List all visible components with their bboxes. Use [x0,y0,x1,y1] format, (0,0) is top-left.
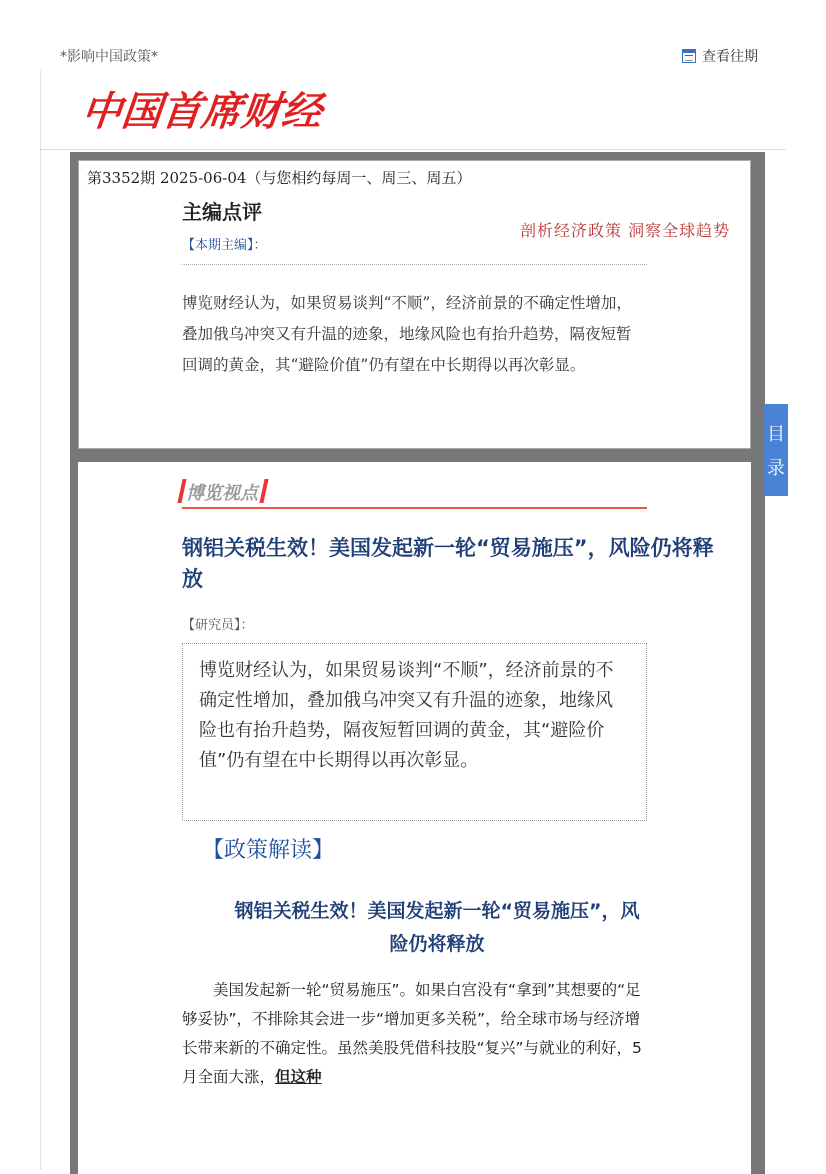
editor-section-title: 主编点评 [182,200,262,224]
brand-logo: 中国首席财经 [79,89,325,135]
view-archive-label: 查看往期 [702,49,758,65]
viewpoint-quote: 博览财经认为，如果贸易谈判“不顺”，经济前景的不确定性增加，叠加俄乌冲突又有升温的迹象，地缘风险也有抬升趋势，隔夜短暂回调的黄金，其“避险价值”仍有望在中长期得以再次彰显。 [182,643,647,821]
header-tagline: *影响中国政策* [60,49,158,65]
editor-divider [182,264,647,265]
editor-label-colon: ： [253,238,267,253]
viewpoint-rule [182,507,647,509]
policy-body-text: 美国发起新一轮“贸易施压”。如果白宫没有“拿到”其想要的“足够妥协”，不排除其会进一步“增加更多关税”，给全球市场与经济增长带来新的不确定性。虽然美股凭借科技股“复兴”与就业的利好，5月全面大涨， [182,981,642,1086]
policy-article-title: 钢铝关税生效！美国发起新一轮“贸易施压”，风险仍将释放 [234,900,640,955]
editor-comment: 博览财经认为，如果贸易谈判“不顺”，经济前景的不确定性增加，叠加俄乌冲突又有升温的迹象，地缘风险也有抬升趋势，隔夜短暂回调的黄金，其“避险价值”仍有望在中长期得以再次彰显。 [182,294,632,374]
viewpoint-tag-text: 博览视点 [186,483,258,504]
article-title[interactable]: 钢铝关税生效！美国发起新一轮“贸易施压”，风险仍将释放 [182,536,714,591]
policy-heading: 【政策解读】 [202,838,335,863]
toc-char-1: 目 [767,424,785,445]
toc-char-2: 录 [767,458,785,479]
left-margin-guide [40,70,41,1169]
researcher-label: 【研究员】： [182,618,254,633]
header-divider [40,149,786,150]
calendar-icon [682,49,696,63]
table-of-contents-button[interactable] [764,404,788,496]
policy-body [182,976,647,1092]
view-archive-link[interactable] [682,46,758,66]
policy-body-emphasis: 但这种 [275,1068,322,1086]
editor-label-text: 【本期主编】 [182,238,254,253]
issue-info: 第3352期 2025-06-04（与您相约每周一、周三、周五） [87,169,472,187]
slogan: 剖析经济政策 洞察全球趋势 [520,221,731,240]
viewpoint-section-tag [186,479,258,505]
editor-label [182,234,267,253]
